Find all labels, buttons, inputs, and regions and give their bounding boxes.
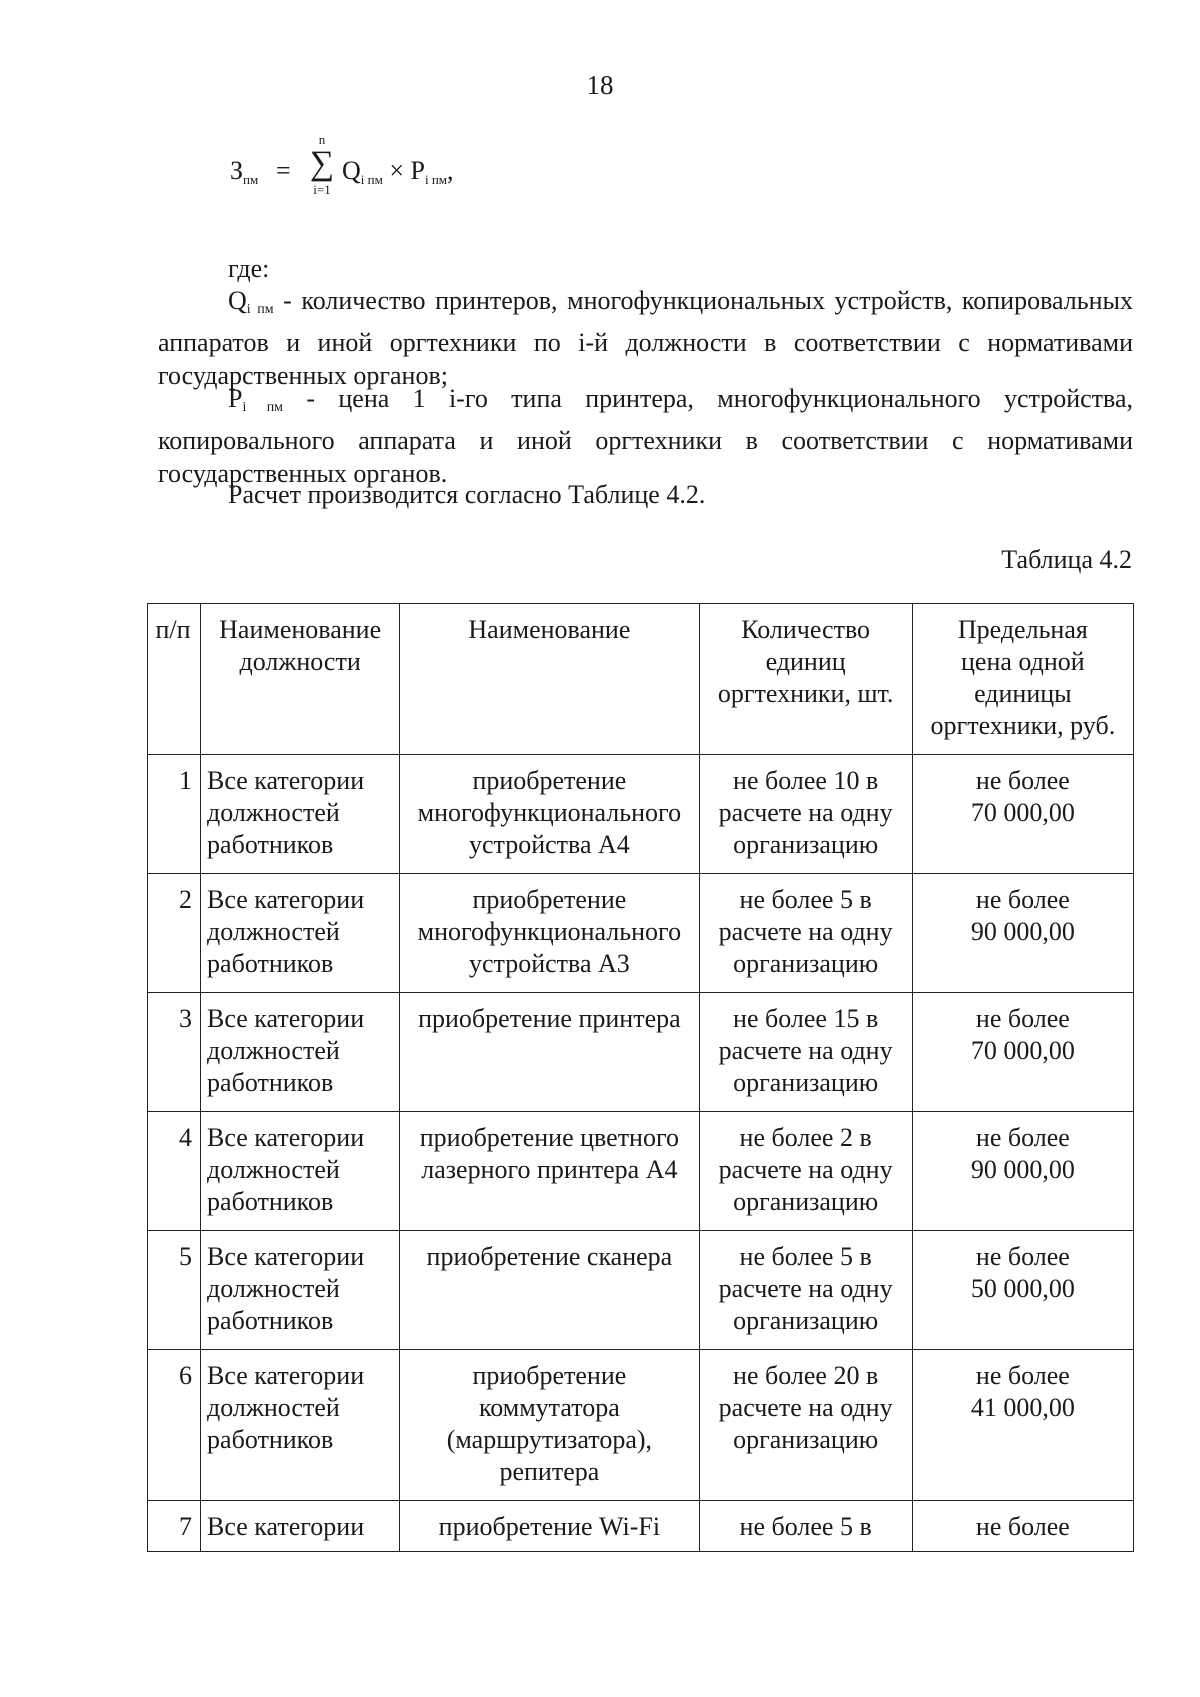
- cell-quantity: не более 20 в расчете на одну организацию: [699, 1350, 912, 1501]
- q-definition: [158, 284, 1133, 392]
- q-description: - количество принтеров, многофункциональных устройств, копировальных аппаратов и иной оргтехники по i-й должности в соответствии с нормативами государственных органов;: [158, 286, 1133, 390]
- formula-lhs: $З_{пм}$: [230, 156, 259, 187]
- cell-number: 5: [148, 1231, 201, 1350]
- cell-position: Все категории должностей работников: [201, 874, 400, 993]
- cell-name: приобретение Wi-Fi: [400, 1501, 699, 1552]
- cell-quantity: не более 2 в расчете на одну организацию: [699, 1112, 912, 1231]
- cell-quantity: не более 5 в расчете на одну организацию: [699, 1231, 912, 1350]
- p-definition: [158, 382, 1133, 490]
- cell-number: 4: [148, 1112, 201, 1231]
- sum-lower-limit: i=1: [313, 182, 331, 197]
- cell-number: 1: [148, 755, 201, 874]
- header-price: Предельная цена одной единицы оргтехники, руб.: [912, 604, 1133, 755]
- sigma-symbol: ∑: [309, 145, 335, 182]
- equipment-norms-table: [147, 603, 1134, 1552]
- cell-name: приобретение сканера: [400, 1231, 699, 1350]
- cell-position: Все категории: [201, 1501, 400, 1552]
- formula-rhs: $Q_{i пм} \times P_{i пм}$,: [342, 156, 454, 187]
- table-row: [148, 1501, 1134, 1552]
- table-row: [148, 1350, 1134, 1501]
- cell-number: 7: [148, 1501, 201, 1552]
- calculation-note: Расчет производится согласно Таблице 4.2.: [228, 480, 706, 509]
- table-caption: Таблица 4.2: [1001, 545, 1132, 574]
- cell-position: Все категории должностей работников: [201, 755, 400, 874]
- page-number: 18: [586, 70, 614, 100]
- header-name: Наименование: [400, 604, 699, 755]
- cell-price: не более: [912, 1501, 1133, 1552]
- cell-position: Все категории должностей работников: [201, 993, 400, 1112]
- header-quantity: Количество единиц оргтехники, шт.: [699, 604, 912, 755]
- cell-name: приобретение коммутатора (маршрутизатора), репитера: [400, 1350, 699, 1501]
- cell-quantity: не более 15 в расчете на одну организацию: [699, 993, 912, 1112]
- table-row: [148, 755, 1134, 874]
- formula-equals: =: [276, 156, 291, 185]
- cell-position: Все категории должностей работников: [201, 1350, 400, 1501]
- p-subscript: i пм: [242, 400, 284, 415]
- p-symbol: P: [228, 384, 243, 413]
- header-position: Наименование должности: [201, 604, 400, 755]
- p-description: - цена 1 i-го типа принтера, многофункционального устройства, копировального аппарата и иной оргтехники в соответствии с нормативами государственных органов.: [158, 384, 1133, 488]
- q-subscript: i пм: [246, 302, 274, 317]
- cell-name: приобретение многофункционального устройства А3: [400, 874, 699, 993]
- cell-number: 6: [148, 1350, 201, 1501]
- cell-position: Все категории должностей работников: [201, 1231, 400, 1350]
- cell-price: не более 50 000,00: [912, 1231, 1133, 1350]
- sum-operator: [302, 132, 342, 198]
- sum-upper-limit: n: [318, 132, 326, 147]
- cost-formula: [230, 132, 550, 212]
- cell-number: 3: [148, 993, 201, 1112]
- table-row: [148, 993, 1134, 1112]
- header-number: п/п: [148, 604, 201, 755]
- cell-quantity: не более 5 в расчете на одну организацию: [699, 874, 912, 993]
- cell-price: не более 90 000,00: [912, 874, 1133, 993]
- cell-price: не более 70 000,00: [912, 755, 1133, 874]
- cell-price: не более 41 000,00: [912, 1350, 1133, 1501]
- cell-position: Все категории должностей работников: [201, 1112, 400, 1231]
- where-label: где:: [228, 254, 270, 283]
- q-symbol: Q: [228, 286, 247, 315]
- cell-name: приобретение цветного лазерного принтера А4: [400, 1112, 699, 1231]
- table-row: [148, 874, 1134, 993]
- cell-quantity: не более 10 в расчете на одну организацию: [699, 755, 912, 874]
- table-header-row: [148, 604, 1134, 755]
- cell-price: не более 70 000,00: [912, 993, 1133, 1112]
- table-row: [148, 1112, 1134, 1231]
- cell-quantity: не более 5 в: [699, 1501, 912, 1552]
- cell-name: приобретение многофункционального устройства А4: [400, 755, 699, 874]
- cell-number: 2: [148, 874, 201, 993]
- table-row: [148, 1231, 1134, 1350]
- cell-price: не более 90 000,00: [912, 1112, 1133, 1231]
- cell-name: приобретение принтера: [400, 993, 699, 1112]
